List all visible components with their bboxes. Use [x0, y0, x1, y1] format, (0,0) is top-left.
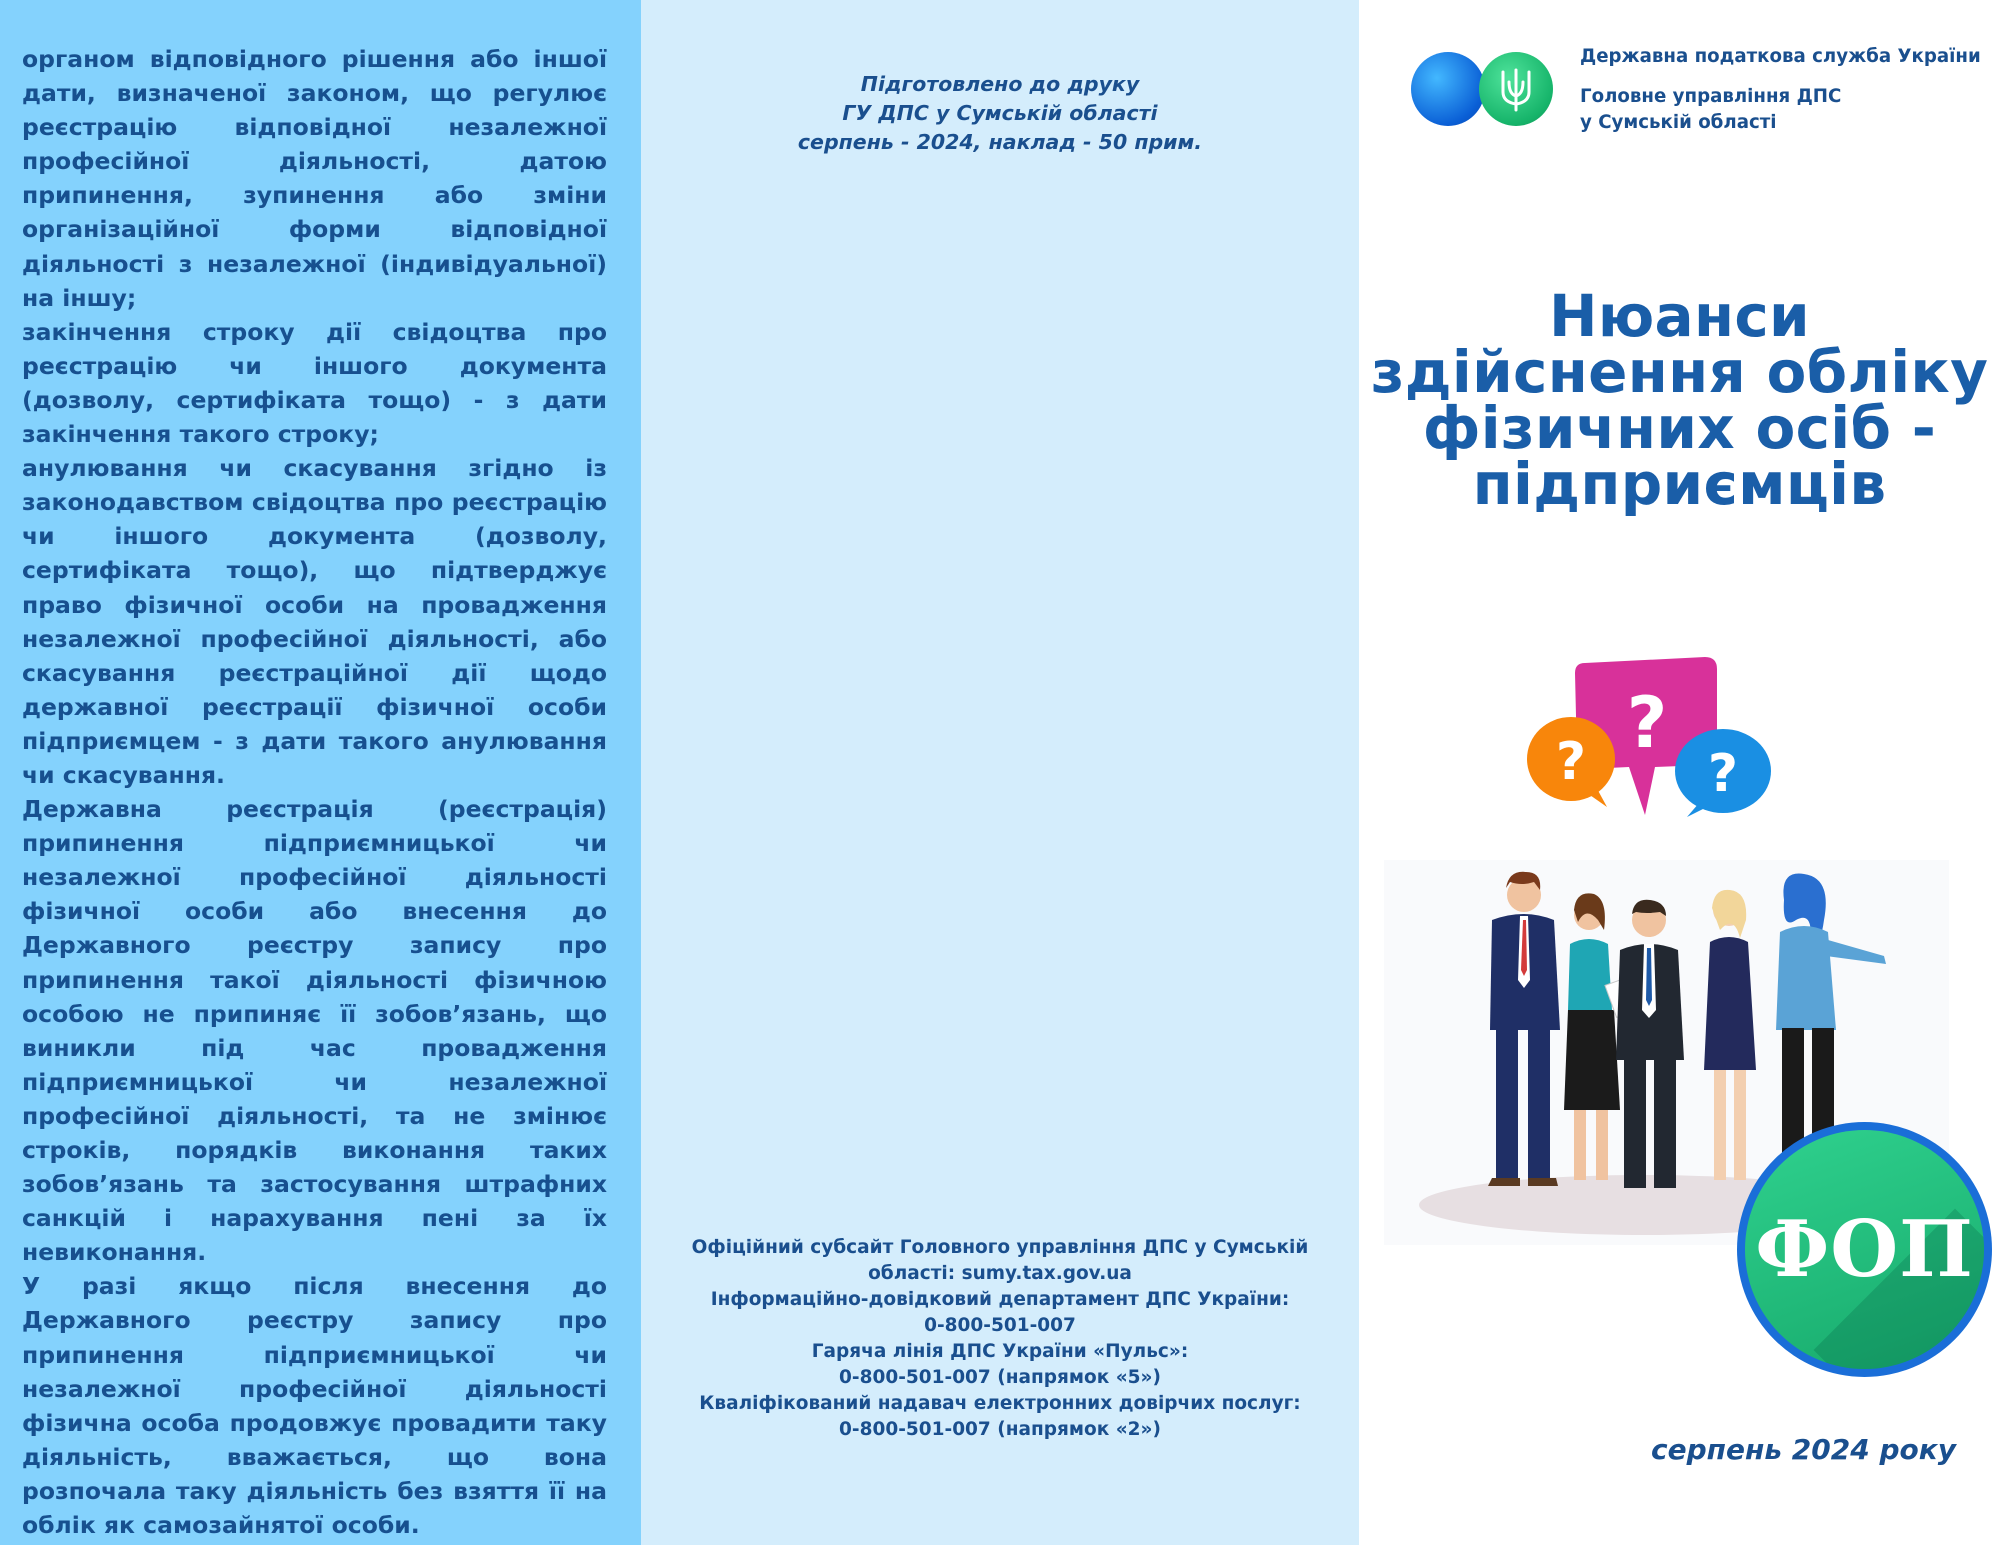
organization-info	[1580, 44, 1981, 136]
fop-badge	[1737, 1122, 1992, 1377]
fop-badge-text: ФОП	[1755, 1204, 1974, 1295]
svg-text:?: ?	[1707, 744, 1739, 804]
contact-line: Офіційний субсайт Головного управління ДПС у Сумській	[691, 1237, 1309, 1258]
print-info-line: ГУ ДПС у Сумській області	[842, 101, 1158, 125]
department-line: Головне управління ДПС	[1580, 86, 1842, 107]
trident-icon	[1499, 66, 1533, 112]
contact-line: області: sumy.tax.gov.ua	[868, 1263, 1132, 1284]
paragraph: органом відповідного рішення або іншої дати, визначеної законом, що регулює реєстрацію відповідної незалежної професійної діяльності, датою припинення, зупинення або зміни організаційної форми відповідної діяльності з незалежної (індивідуальної) на іншу;	[22, 45, 607, 312]
logo-green-circle	[1479, 52, 1553, 126]
left-body-text	[22, 42, 607, 1542]
svg-text:?: ?	[1555, 732, 1587, 792]
question-bubbles-icon	[1527, 655, 1787, 830]
contact-line: Кваліфікований надавач електронних довірчих послуг:	[699, 1393, 1301, 1414]
middle-panel	[641, 0, 1359, 1545]
title-line: фізичних осіб -	[1422, 394, 1937, 462]
contact-line: 0-800-501-007	[924, 1315, 1076, 1336]
print-info-line: Підготовлено до друку	[860, 72, 1140, 96]
department-line: у Сумській області	[1580, 112, 1777, 133]
title-line: Нюанси	[1549, 282, 1810, 350]
logo-blue-circle	[1411, 52, 1485, 126]
contact-info	[661, 1235, 1339, 1443]
dps-logo-icon	[1411, 52, 1561, 127]
paragraph: закінчення строку дії свідоцтва про реєстрацію чи іншого документа (дозволу, сертифіката тощо) - з дати закінчення такого строку;	[22, 317, 607, 449]
publication-date: серпень 2024 року	[1651, 1433, 1956, 1466]
title-line: підприємців	[1472, 450, 1887, 518]
print-info	[641, 70, 1359, 157]
contact-line: Гаряча лінія ДПС України «Пульс»:	[811, 1341, 1189, 1362]
brochure-title	[1359, 282, 2000, 518]
svg-text:?: ?	[1626, 682, 1668, 764]
contact-line: Інформаційно-довідковий департамент ДПС України:	[710, 1289, 1290, 1310]
print-info-line: серпень - 2024, наклад - 50 прим.	[797, 130, 1203, 154]
paragraph: У разі якщо після внесення до Державного реєстру запису про припинення підприємницької чи незалежної професійної діяльності фізична особа продовжує провадити таку діяльність, вважається, що вона розпочала таку діяльність без взяття її на облік як самозайнятої особи.	[22, 1272, 607, 1540]
org-name: Державна податкова служба України	[1580, 46, 1981, 67]
paragraph: Державна реєстрація (реєстрація) припинення підприємницької чи незалежної професійної діяльності фізичної особи або внесення до Державного реєстру запису про припинення такої діяльності фізичною особою не припиняє її зобов’язань, що виникли під час провадження підприємницької чи незалежної професійної діяльності, та не змінює строків, порядків виконання таких зобов’язань та застосування штрафних санкцій і нарахування пені за їх невиконання.	[22, 795, 607, 1267]
contact-line: 0-800-501-007 (напрямок «5»)	[839, 1367, 1161, 1388]
title-line: здійснення обліку	[1370, 338, 1989, 406]
contact-line: 0-800-501-007 (напрямок «2»)	[839, 1419, 1161, 1440]
left-panel	[0, 0, 641, 1545]
paragraph: анулювання чи скасування згідно із законодавством свідоцтва про реєстрацію чи іншого документа (дозволу, сертифіката тощо), що підтверджує право фізичної особи на провадження незалежної професійної діяльності, або скасування реєстраційної дії щодо державної реєстрації фізичної особи підприємцем - з дати такого анулювання чи скасування.	[22, 454, 607, 789]
right-panel	[1359, 0, 2000, 1545]
